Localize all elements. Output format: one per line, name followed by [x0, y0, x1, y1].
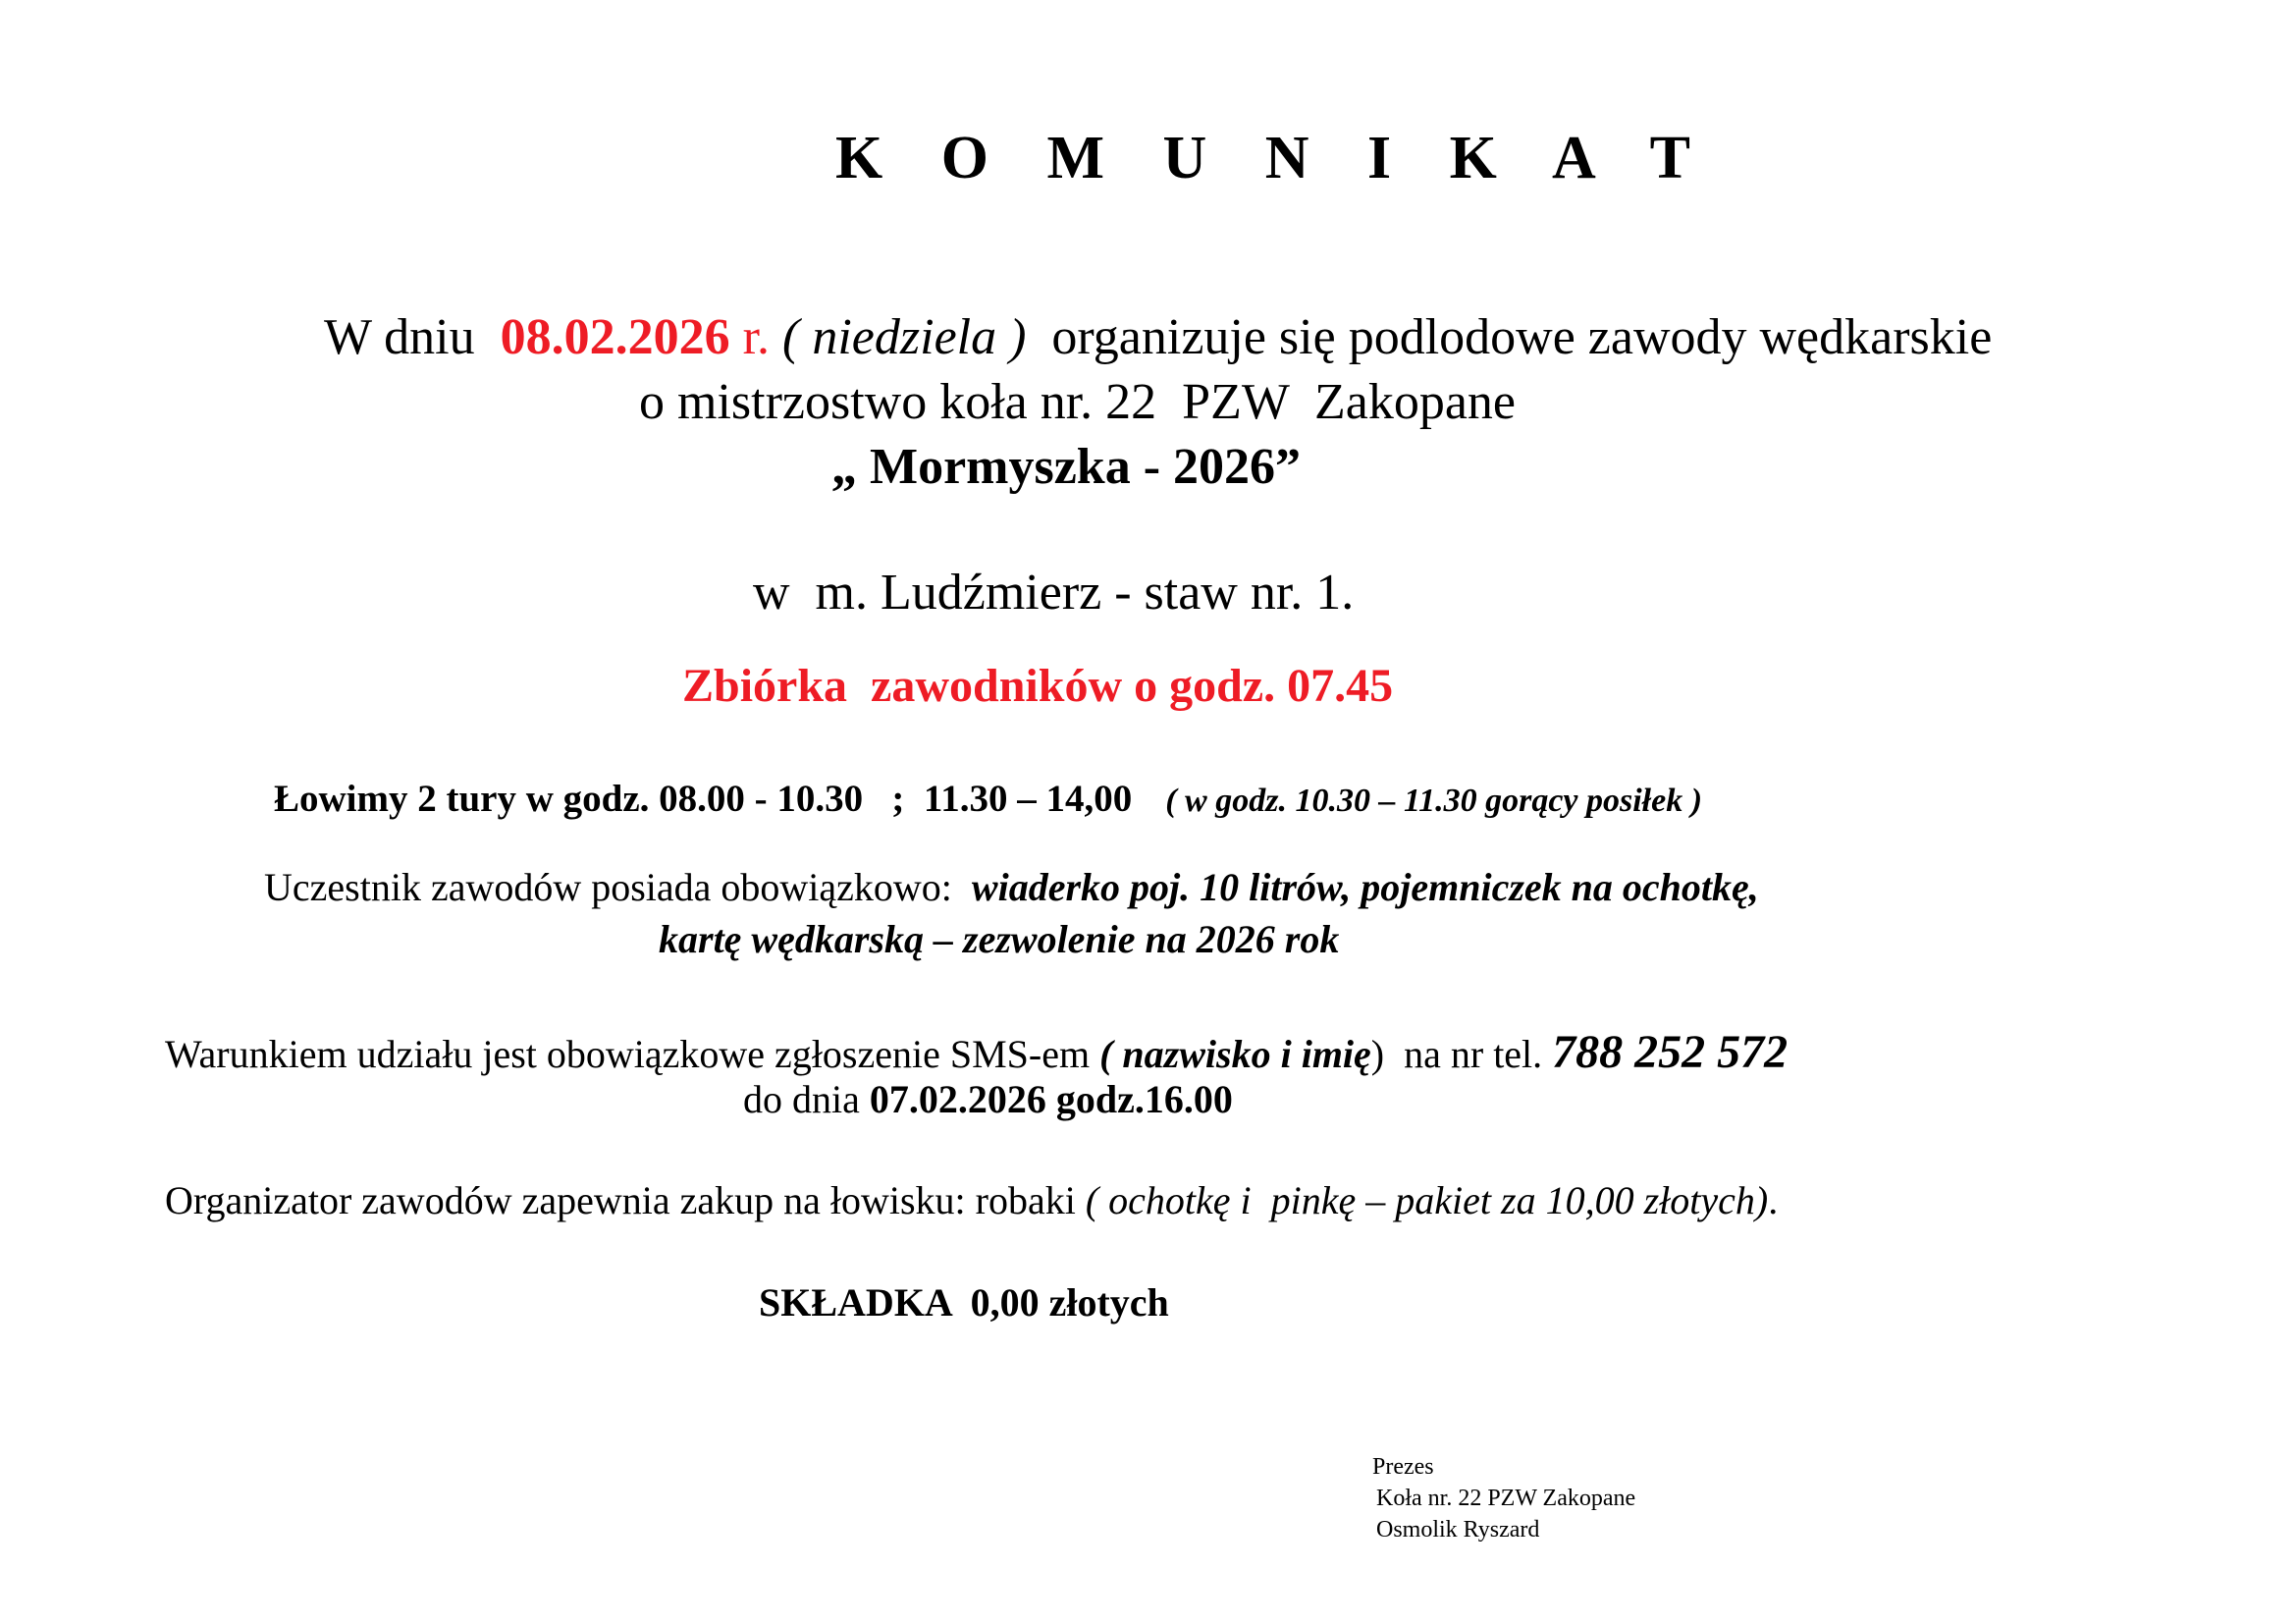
rounds-note: ( w godz. 10.30 – 11.30 gorący posiłek )	[1132, 783, 1703, 819]
event-name: „ Mormyszka - 2026”	[831, 439, 1302, 495]
signature-role: Prezes	[1372, 1454, 1434, 1480]
rounds-line	[274, 780, 1702, 818]
purchase-line	[165, 1178, 1779, 1222]
equipment-items: wiaderko poj. 10 litrów, pojemniczek na ochotkę,	[971, 865, 1759, 909]
purchase-detail: ( ochotkę i pinkę – pakiet za 10,00 złotych)	[1085, 1178, 1769, 1222]
event-day: ( niedziela )	[782, 309, 1027, 365]
fee: SKŁADKA 0,00 złotych	[759, 1280, 1169, 1325]
equipment-prefix: Uczestnik zawodów posiada obowiązkowo:	[264, 865, 972, 909]
intro-rest: organizuje się podlodowe zawody wędkarskie	[1026, 309, 1993, 365]
equipment-items-2: kartę wędkarską – zezwolenie na 2026 rok	[659, 917, 1340, 961]
deadline-line	[743, 1077, 1233, 1121]
gathering-time: Zbiórka zawodników o godz. 07.45	[682, 660, 1394, 712]
equipment-line	[264, 865, 1759, 909]
registration-prefix: Warunkiem udziału jest obowiązkowe zgłoszenie SMS-em	[165, 1032, 1100, 1076]
location: w m. Ludźmierz - staw nr. 1.	[753, 565, 1355, 621]
date-suffix: r.	[729, 309, 771, 365]
intro-line-2: o mistrzostwo koła nr. 22 PZW Zakopane	[639, 374, 1517, 430]
intro-separator	[770, 309, 782, 365]
purchase-end: .	[1768, 1178, 1779, 1222]
phone-number: 788 252 572	[1552, 1026, 1789, 1078]
intro-line	[324, 309, 1993, 365]
registration-fields: ( nazwisko i imię	[1099, 1032, 1371, 1076]
registration-line	[165, 1026, 1789, 1078]
registration-close: ) na nr tel.	[1370, 1032, 1553, 1076]
purchase-prefix: Organizator zawodów zapewnia zakup na łowisku: robaki	[165, 1178, 1086, 1222]
deadline-prefix: do dnia	[743, 1077, 870, 1121]
page-title: K O M U N I K A T	[835, 125, 1713, 191]
intro-prefix: W dniu	[324, 309, 501, 365]
signature-org: Koła nr. 22 PZW Zakopane	[1376, 1486, 1636, 1511]
rounds-text: Łowimy 2 tury w godz. 08.00 - 10.30 ; 11.30 – 14,00	[274, 778, 1133, 820]
signature-name: Osmolik Ryszard	[1376, 1517, 1540, 1543]
event-date: 08.02.2026	[500, 309, 730, 365]
deadline: 07.02.2026 godz.16.00	[869, 1077, 1233, 1121]
